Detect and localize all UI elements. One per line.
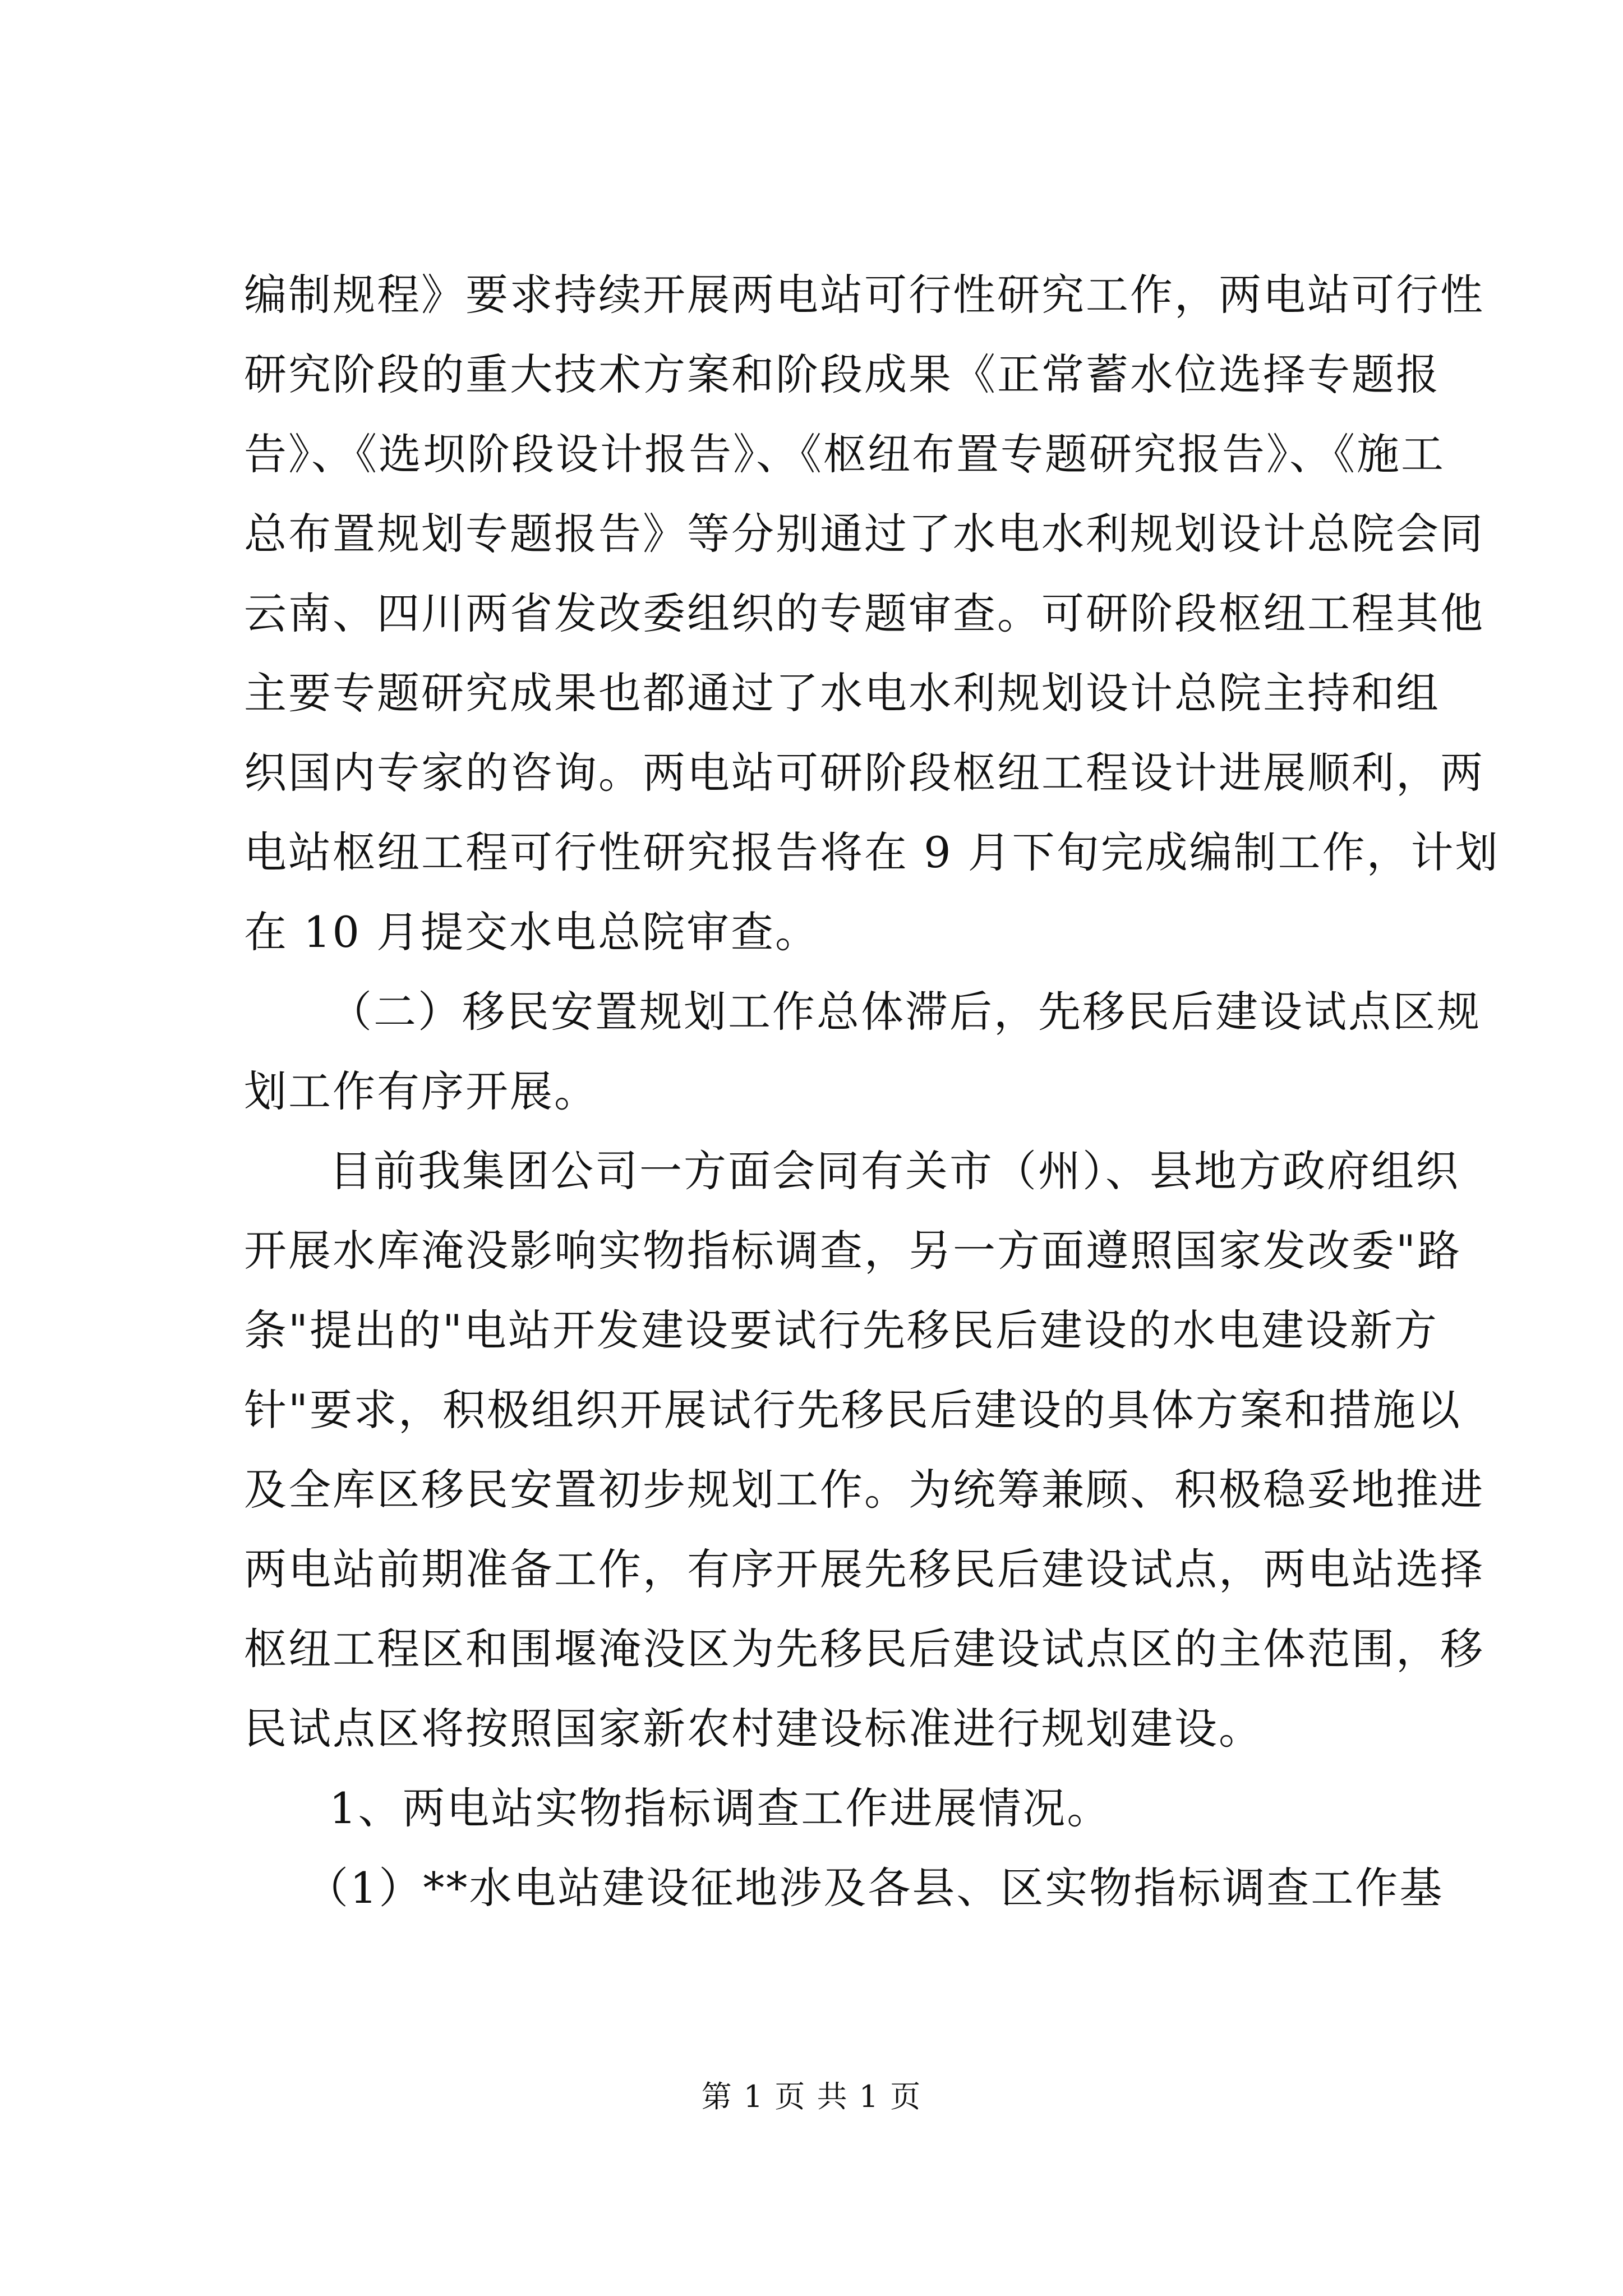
paragraph-start-line: 目前我集团公司一方面会同有关市（州）、县地方政府组织	[329, 1146, 1460, 1196]
text-line: 主要专题研究成果也都通过了水电水利规划设计总院主持和组	[244, 668, 1440, 718]
section-heading-line: （二）移民安置规划工作总体滞后，先移民后建设试点区规	[329, 987, 1481, 1037]
text-line: 在 10 月提交水电总院审查。	[244, 907, 820, 957]
text-line: 民试点区将按照国家新农村建设标准进行规划建设。	[244, 1704, 1263, 1754]
item-heading-line: （1）**水电站建设征地涉及各县、区实物指标调查工作基	[306, 1863, 1444, 1913]
text-line: 划工作有序开展。	[244, 1066, 598, 1116]
text-line: 针"要求，积极组织开展试行先移民后建设的具体方案和措施以	[244, 1385, 1461, 1435]
body-text	[244, 255, 1500, 1928]
text-line: 枢纽工程区和围堰淹没区为先移民后建设试点区的主体范围，移	[244, 1624, 1484, 1674]
text-line: 云南、四川两省发改委组织的专题审查。可研阶段枢纽工程其他	[244, 588, 1484, 638]
text-line: 及全库区移民安置初步规划工作。为统筹兼顾、积极稳妥地推进	[244, 1465, 1484, 1515]
text-line: 告》、《选坝阶段设计报告》、《枢纽布置专题研究报告》、《施工	[244, 429, 1445, 479]
text-line: 电站枢纽工程可行性研究报告将在 9 月下旬完成编制工作，计划	[244, 827, 1500, 877]
subsection-heading-line: 1、两电站实物指标调查工作进展情况。	[329, 1783, 1112, 1833]
text-line: 编制规程》要求持续开展两电站可行性研究工作，两电站可行性	[244, 270, 1484, 320]
page-footer: 第 1 页 共 1 页	[701, 2079, 922, 2114]
text-line: 开展水库淹没影响实物指标调查，另一方面遵照国家发改委"路	[244, 1226, 1461, 1276]
text-line: 两电站前期准备工作，有序开展先移民后建设试点，两电站选择	[244, 1544, 1484, 1594]
text-line: 条"提出的"电站开发建设要试行先移民后建设的水电建设新方	[244, 1305, 1438, 1355]
text-line: 织国内专家的咨询。两电站可研阶段枢纽工程设计进展顺利，两	[244, 748, 1484, 798]
text-line: 研究阶段的重大技术方案和阶段成果《正常蓄水位选择专题报	[244, 349, 1440, 399]
text-line: 总布置规划专题报告》等分别通过了水电水利规划设计总院会同	[244, 509, 1484, 559]
